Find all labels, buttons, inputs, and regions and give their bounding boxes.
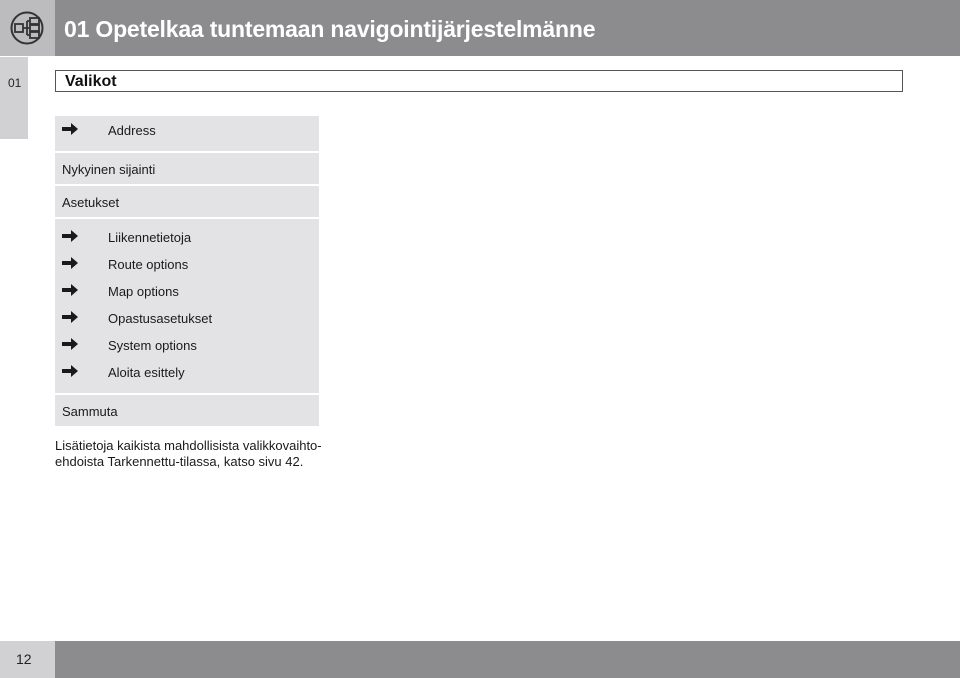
right-arrow-icon <box>61 283 79 297</box>
page-number: 12 <box>16 651 32 667</box>
menu-item-route-options: Route options <box>55 250 319 277</box>
menu-block-shutdown <box>55 395 319 428</box>
right-arrow-icon <box>61 310 79 324</box>
menu-item-current-location: Nykyinen sijainti <box>62 162 156 177</box>
menu-item-start-demo: Aloita esittely <box>55 358 319 385</box>
menu-diagram <box>55 116 319 428</box>
footer-bar <box>0 641 960 678</box>
footnote-line-2: ehdoista Tarkennettu-tilassa, katso sivu 42. <box>55 454 304 469</box>
navigation-menu-tree-icon <box>10 11 44 45</box>
right-arrow-icon <box>61 256 79 270</box>
menu-item-address: Address <box>55 116 319 143</box>
menu-item-settings: Asetukset <box>62 195 120 210</box>
right-arrow-icon <box>61 337 79 351</box>
right-arrow-icon <box>61 122 79 136</box>
menu-block-address <box>55 116 319 153</box>
section-title: Valikot <box>65 73 117 90</box>
menu-item-shutdown: Sammuta <box>62 404 118 419</box>
right-arrow-icon <box>61 229 79 243</box>
page-number-box <box>0 641 55 678</box>
menu-item-guidance-settings: Opastusasetukset <box>55 304 319 331</box>
footnote-line-1: Lisätietoja kaikista mahdollisista valikkovaihto- <box>55 438 322 453</box>
chapter-side-tab <box>0 57 28 139</box>
chapter-icon-box <box>0 0 55 56</box>
menu-block-settings-items <box>55 219 319 395</box>
menu-block-settings <box>55 186 319 219</box>
menu-block-current-location <box>55 153 319 186</box>
menu-item-traffic-info: Liikennetietoja <box>55 223 319 250</box>
right-arrow-icon <box>61 364 79 378</box>
chapter-tab-label: 01 <box>8 76 22 90</box>
section-heading-box <box>55 70 903 92</box>
chapter-title: 01 Opetelkaa tuntemaan navigointijärjestelmänne <box>64 16 596 42</box>
menu-item-map-options: Map options <box>55 277 319 304</box>
menu-item-system-options: System options <box>55 331 319 358</box>
footnote <box>55 438 355 470</box>
